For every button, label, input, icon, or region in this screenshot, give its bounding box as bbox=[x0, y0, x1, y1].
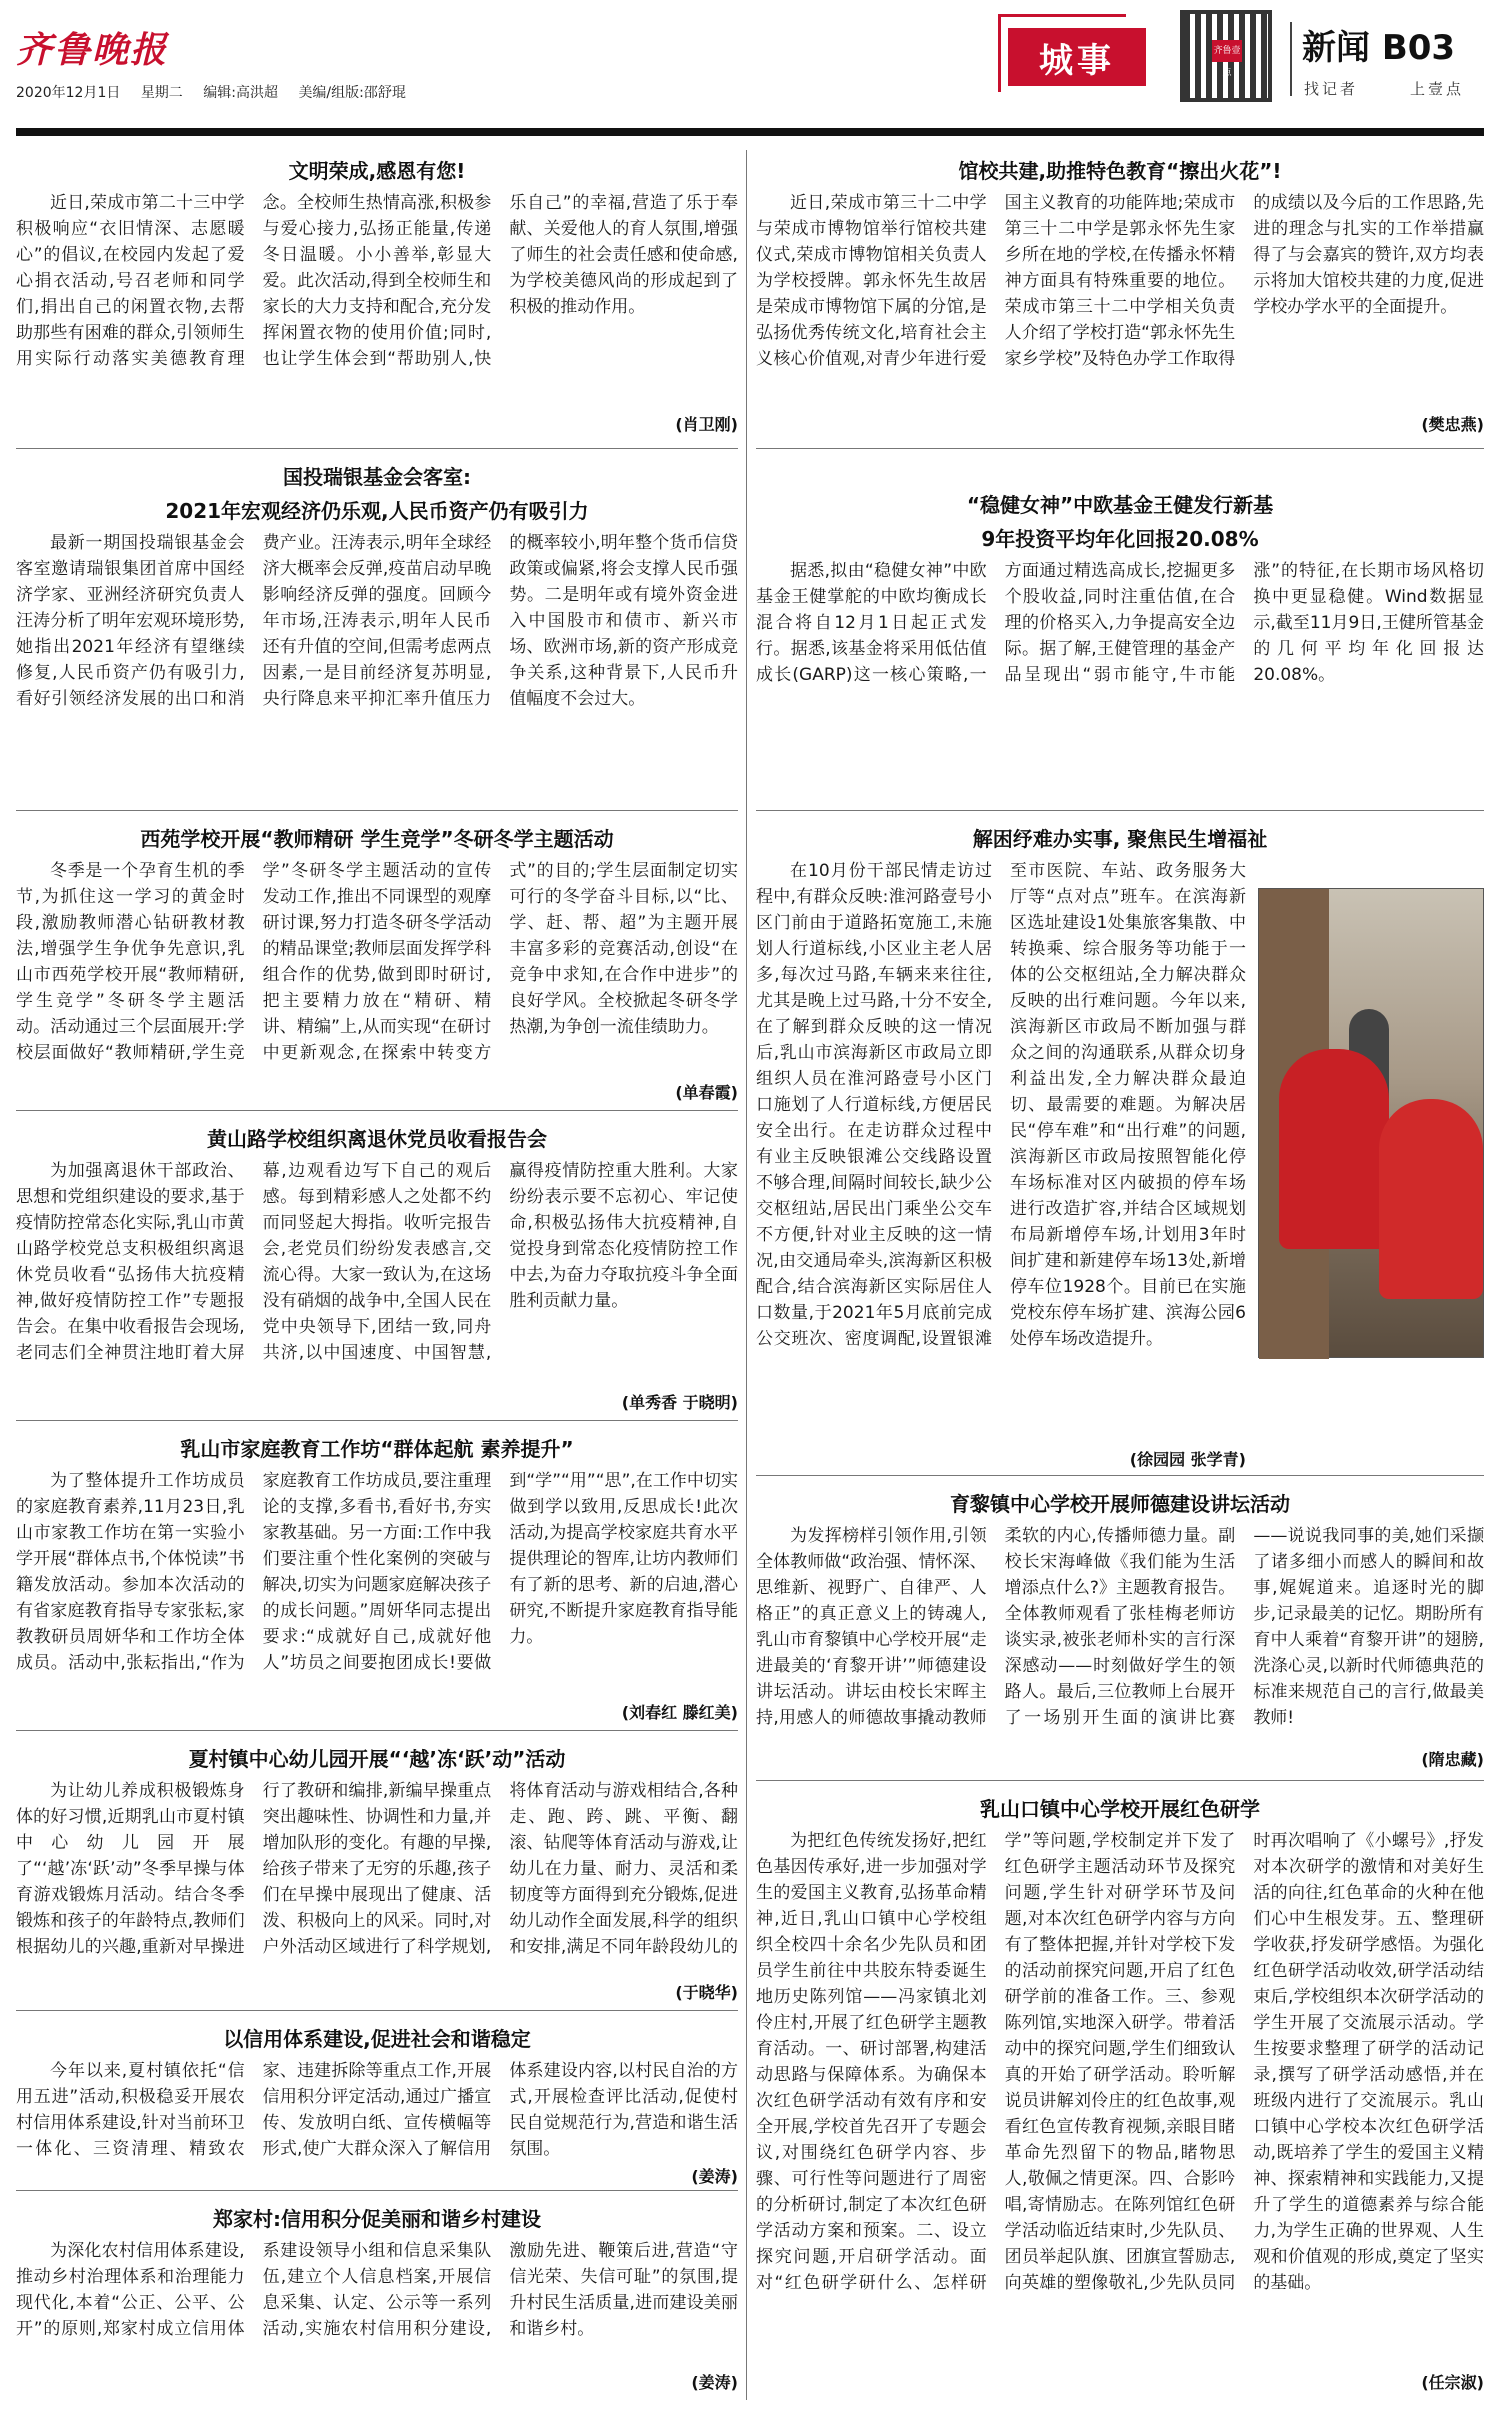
article-zhongou-fund bbox=[756, 456, 1484, 806]
article-body: 为了整体提升工作坊成员的家庭教育素养,11月23日,乳山市家教工作坊在第一实验小学开展“群体点书,个体悦读”书籍发放活动。参加本次活动的有省家庭教育指导专家张耘,家教教研员周妍华和工作坊全体成员。活动中,张耘指出,“作为家庭教育工作坊成员,要注重理论的支撑,多看书,看好书,夯实家教基础。另一方面:工作中我们要注重个性化案例的突破与解决,切实为问题家庭解决孩子的成长问题。”周妍华同志提出要求:“成就好自己,成就好他人”坊员之间要抱团成长!要做到“学”“用”“思”,在工作中切实做到学以致用,反思成长!此次活动,为提高学校家庭共育水平提供理论的智库,让坊内教师们有了新的思考、新的启迪,潜心研究,不断提升家庭教育指导能力。 bbox=[16, 1471, 738, 1673]
article-subtitle: 2021年宏观经济仍乐观,人民币资产仍有吸引力 bbox=[165, 499, 589, 523]
article-body: 近日,荣成市第二十三中学积极响应“衣旧情深、志愿暖心”的倡议,在校园内发起了爱心捐衣活动,号召老师和同学们,捐出自己的闲置衣物,去帮助那些有困难的群众,引领师生用实际行动落实美德教育理念。全校师生热情高涨,积极参与爱心接力,弘扬正能量,传递冬日温暖。小小善举,彰显大爱。此次活动,得到全校师生和家长的大力支持和配合,充分发挥闲置衣物的使用价值;同时,也让学生体会到“帮助别人,快乐自己”的幸福,营造了乐于奉献、关爱他人的育人氛围,增强了师生的社会责任感和使命感,为学校美德风尚的形成起到了积极的推动作用。 bbox=[16, 193, 738, 369]
designer-credit: 美编/组版:邵舒琨 bbox=[298, 85, 406, 101]
masthead bbox=[0, 0, 1500, 120]
photo-volunteer bbox=[1379, 1099, 1483, 1299]
article-divider bbox=[16, 2010, 738, 2011]
article-byline: (隋忠藏) bbox=[1421, 1750, 1484, 1769]
article-divider bbox=[16, 810, 738, 811]
article-zhengjia-village bbox=[16, 2198, 738, 2398]
sub-left: 找记者 bbox=[1304, 80, 1359, 98]
article-body: 冬季是一个孕育生机的季节,为抓住这一学习的黄金时段,激励教师潜心钻研教材教法,增强学生争优争先意识,乳山市西苑学校开展“教师精研,学生竞学”冬研冬学主题活动。活动通过三个层面展开:学校层面做好“教师精研,学生竞学”冬研冬学主题活动的宣传发动工作,推出不同课型的观摩研讨课,努力打造冬研冬学活动的精品课堂;教师层面发挥学科组合作的优势,做到即时研讨,把主要精力放在“精研、精讲、精编”上,从而实现“在研讨中更新观念,在探索中转变方式”的目的;学生层面制定切实可行的冬学奋斗目标,以“比、学、赶、帮、超”为主题开展丰富多彩的竞赛活动,创设“在竞争中求知,在合作中进步”的良好学风。全校掀起冬研冬学热潮,为争创一流佳绩助力。 bbox=[16, 861, 738, 1063]
article-body: 为发挥榜样引领作用,引领全体教师做“政治强、情怀深、思维新、视野广、自律严、人格正”的真正意义上的铸魂人,乳山市育黎镇中心学校开展“走进最美的‘育黎开讲’”师德建设讲坛活动。讲坛由校长宋晖主持,用感人的师德故事撬动教师柔软的内心,传播师德力量。副校长宋海峰做《我们能为生活增添点什么?》主题教育报告。全体教师观看了张桂梅老师访谈实录,被张老师朴实的言行深深感动——时刻做好学生的领路人。最后,三位教师上台展开了一场别开生面的演讲比赛——说说我同事的美,她们采撷了诸多细小而感人的瞬间和故事,娓娓道来。追逐时光的脚步,记录最美的记忆。期盼所有育中人乘着“育黎开讲”的翅膀,洗涤心灵,以新时代师德典范的标准来规范自己的言行,做最美教师! bbox=[756, 1526, 1484, 1728]
section-label-chengshi: 城事 bbox=[1008, 28, 1146, 86]
article-body: 为把红色传统发扬好,把红色基因传承好,进一步加强对学生的爱国主义教育,弘扬革命精神,近日,乳山口镇中心学校组织全校四十余名少先队员和团员学生前往中共胶东特委诞生地历史陈列馆——冯家镇北刘伶庄村,开展了红色研学主题教育活动。一、研讨部署,构建活动思路与保障体系。为确保本次红色研学活动有效有序和安全开展,学校首先召开了专题会议,对围绕红色研学内容、步骤、可行性等问题进行了周密的分析研讨,制定了本次红色研学活动方案和预案。二、设立探究问题,开启研学活动。面对“红色研学研什么、怎样研学”等问题,学校制定并下发了红色研学主题活动环节及探究问题,学生针对研学环节及问题,对本次红色研学内容与方向有了整体把握,并针对学校下发的活动前探究问题,开启了红色研学前的准备工作。三、参观陈列馆,实地深入研学。带着活动中的探究问题,学生们细致认真的开始了研学活动。聆听解说员讲解刘伶庄的红色故事,观看红色宣传教育视频,亲眼目睹革命先烈留下的物品,睹物思人,敬佩之情更深。四、合影吟唱,寄情励志。在陈列馆红色研学活动临近结束时,少先队员、团员举起队旗、团旗宣誓励志,向英雄的塑像敬礼,少先队员同时再次唱响了《小螺号》,抒发对本次研学的激情和对美好生活的向往,红色革命的火种在他们心中生根发芽。五、整理研学收获,抒发研学感悟。为强化红色研学活动收效,研学活动结束后,学校组织本次研学活动的学生开展了交流展示活动。学生按要求整理了研学的活动记录,撰写了研学活动感悟,并在班级内进行了交流展示。乳山口镇中心学校本次红色研学活动,既培养了学生的爱国主义精神、探索精神和实践能力,又提升了学生的道德素养与综合能力,为学生正确的世界观、人生观和价值观的形成,奠定了坚实的基础。 bbox=[756, 1831, 1484, 2293]
article-title: 西苑学校开展“教师精研 学生竞学”冬研冬学主题活动 bbox=[140, 827, 614, 851]
article-byline: (姜涛) bbox=[691, 2373, 738, 2392]
newspaper-logo: 齐鲁晚报 bbox=[16, 29, 169, 71]
article-title: 夏村镇中心幼儿园开展“‘越’冻‘跃’动”活动 bbox=[188, 1747, 566, 1771]
article-body: 为让幼儿养成积极锻炼身体的好习惯,近期乳山市夏村镇中心幼儿园开展了“‘越’冻‘跃’动”冬季早操与体育游戏锻炼月活动。结合冬季锻炼和孩子的年龄特点,教师们根据幼儿的兴趣,重新对早操进行了教研和编排,新编早操重点突出趣味性、协调性和力量,并增加队形的变化。有趣的早操,给孩子带来了无穷的乐趣,孩子们在早操中展现出了健康、活泼、积极向上的风采。同时,对户外活动区域进行了科学规划,将体育活动与游戏相结合,各种走、跑、跨、跳、平衡、翻滚、钻爬等体育活动与游戏,让幼儿在力量、耐力、灵活和柔韧度等方面得到充分锻炼,促进幼儿动作全面发展,科学的组织和安排,满足不同年龄段幼儿的 bbox=[16, 1781, 738, 1957]
section-name: 新闻 bbox=[1302, 28, 1370, 68]
article-title: 馆校共建,助推特色教育“擦出火花”! bbox=[958, 159, 1282, 183]
article-divider bbox=[16, 1420, 738, 1421]
photo-volunteer bbox=[1279, 1049, 1389, 1249]
article-byline: (肖卫刚) bbox=[675, 415, 738, 434]
article-yuli-teacher-ethics bbox=[756, 1483, 1484, 1775]
article-byline: (姜涛) bbox=[691, 2167, 738, 2186]
article-divider bbox=[16, 1730, 738, 1731]
article-byline: (单春霞) bbox=[675, 1083, 738, 1102]
article-byline: (于晓华) bbox=[675, 1983, 738, 2002]
article-byline: (徐园园 张学青) bbox=[1129, 1450, 1246, 1469]
article-divider bbox=[16, 2190, 738, 2191]
article-divider bbox=[16, 1110, 738, 1111]
article-ubs-sdic-fund bbox=[16, 456, 738, 806]
article-title: 郑家村:信用积分促美丽和谐乡村建设 bbox=[213, 2207, 541, 2231]
header-divider bbox=[1290, 22, 1292, 96]
article-body: 最新一期国投瑞银基金会客室邀请瑞银集团首席中国经济学家、亚洲经济研究负责人汪涛分析了明年宏观环境形势,她指出2021年经济有望继续修复,人民币资产仍有吸引力,看好引领经济发展的出口和消费产业。汪涛表示,明年全球经济大概率会反弹,疫苗启动早晚影响经济反弹的强度。回顾今年市场,汪涛表示,明年人民币还有升值的空间,但需考虑两点因素,一是目前经济复苏明显,央行降息来平抑汇率升值压力的概率较小,明年整个货币信贷政策或偏紧,将会支撑人民币强势。二是明年或有境外资金进入中国股市和债市、新兴市场、欧洲市场,新的资产形成竞争关系,这种背景下,人民币升值幅度不会过大。 bbox=[16, 533, 738, 709]
editor-credit: 编辑:高洪超 bbox=[203, 85, 278, 101]
article-divider bbox=[756, 1475, 1484, 1476]
article-huangshan-road-school bbox=[16, 1118, 738, 1416]
page-number: B03 bbox=[1381, 28, 1456, 68]
article-xiyuan-school bbox=[16, 818, 738, 1106]
issue-weekday: 星期二 bbox=[140, 85, 183, 101]
column-divider bbox=[746, 150, 747, 2400]
article-byline: (单秀香 于晓明) bbox=[621, 1393, 738, 1412]
news-photo bbox=[1258, 888, 1484, 1358]
sub-right: 上壹点 bbox=[1410, 80, 1465, 98]
article-credit-system bbox=[16, 2018, 738, 2186]
article-body: 据悉,拟由“稳健女神”中欧基金王健掌舵的中欧均衡成长混合将自12月1日起正式发行。据悉,该基金将采用低估值成长(GARP)这一核心策略,一方面通过精选高成长,挖掘更多个股收益,同时注重估值,在合理的价格买入,力争提高安全边际。据了解,王健管理的基金产品呈现出“弱市能守,牛市能涨”的特征,在长期市场风格切换中更显稳健。Wind数据显示,截至11月9日,王健所管基金的几何平均年化回报达20.08%。 bbox=[756, 561, 1484, 685]
article-title: 文明荣成,感恩有您! bbox=[288, 159, 466, 183]
article-title: 育黎镇中心学校开展师德建设讲坛活动 bbox=[950, 1492, 1290, 1516]
article-title: 黄山路学校组织离退休党员收看报告会 bbox=[207, 1127, 547, 1151]
article-title: 以信用体系建设,促进社会和谐稳定 bbox=[223, 2027, 531, 2051]
article-divider bbox=[16, 448, 738, 449]
article-rushankou-red-study bbox=[756, 1788, 1484, 2398]
qr-tag: 齐鲁壹点 bbox=[1212, 40, 1242, 62]
page-section-title bbox=[1302, 20, 1455, 69]
article-body: 在10月份干部民情走访过程中,有群众反映:淮河路壹号小区门前由于道路拓宽施工,未施划人行道标线,小区业主老人居多,每次过马路,车辆来来往往,尤其是晚上过马路,十分不安全,在了解到群众反映的这一情况后,乳山市滨海新区市政局立即组织人员在淮河路壹号小区门口施划了人行道标线,方便居民安全出行。在走访群众过程中有业主反映银滩公交线路设置不够合理,间隔时间较长,缺少公交枢纽站,居民出门乘坐公交车不方便,针对业主反映的这一情况,由交通局牵头,滨海新区积极配合,结合滨海新区实际居住人口数量,于2021年5月底前完成公交班次、密度调配,设置银滩至市医院、车站、政务服务大厅等“点对点”班车。在滨海新区选址建设1处集旅客集散、中转换乘、综合服务等功能于一体的公交枢纽站,全力解决群众反映的出行难问题。今年以来,滨海新区市政局不断加强与群众之间的沟通联系,从群众切身利益出发,全力解决群众最迫切、最需要的难题。为解决居民“停车难”和“出行难”的问题,滨海新区市政局按照智能化停车场标准对区内破损的停车场进行改造扩容,并结合区域规划布局新增停车场,计划用3年时间扩建和新建停车场13处,新增停车位1928个。目前已在实施党校东停车场扩建、滨海公园6处停车场改造提升。 bbox=[756, 861, 1246, 1349]
article-body: 为深化农村信用体系建设,推动乡村治理体系和治理能力现代化,本着“公正、公平、公开”的原则,郑家村成立信用体系建设领导小组和信息采集队伍,建立个人信息档案,开展信息采集、认定、公示等一系列活动,实施农村信用积分建设,激励先进、鞭策后进,营造“守信光荣、失信可耻”的氛围,提升村民生活质量,进而建设美丽和谐乡村。 bbox=[16, 2241, 738, 2339]
article-title: 乳山市家庭教育工作坊“群体起航 素养提升” bbox=[180, 1437, 574, 1461]
article-title: “稳健女神”中欧基金王健发行新基 bbox=[966, 493, 1274, 517]
article-title: 解困纾难办实事, 聚焦民生增福祉 bbox=[972, 827, 1268, 851]
article-family-education-workshop bbox=[16, 1428, 738, 1726]
article-divider bbox=[756, 810, 1484, 811]
header-rule bbox=[16, 128, 1484, 136]
issue-date: 2020年12月1日 bbox=[16, 85, 121, 101]
article-divider bbox=[756, 448, 1484, 449]
article-body: 近日,荣成市第三十二中学与荣成市博物馆举行馆校共建仪式,荣成市博物馆相关负责人为学校授牌。郭永怀先生故居是荣成市博物馆下属的分馆,是弘扬优秀传统文化,培育社会主义核心价值观,对青少年进行爱国主义教育的功能阵地;荣成市第三十二中学是郭永怀先生家乡所在地的学校,在传播永怀精神方面具有特殊重要的地位。荣成市第三十二中学相关负责人介绍了学校打造“郭永怀先生家乡学校”及特色办学工作取得的成绩以及今后的工作思路,先进的理念与扎实的工作举措赢得了与会嘉宾的赞许,双方均表示将加大馆校共建的力度,促进学校办学水平的全面提升。 bbox=[756, 193, 1484, 369]
article-civilized-rongcheng bbox=[16, 150, 738, 442]
article-divider bbox=[756, 1780, 1484, 1781]
article-body: 为加强离退休干部政治、思想和党组织建设的要求,基于疫情防控常态化实际,乳山市黄山路学校党总支积极组织离退休党员收看“弘扬伟大抗疫精神,做好疫情防控工作”专题报告会。在集中收看报告会现场,老同志们全神贯注地盯着大屏幕,边观看边写下自己的观后感。每到精彩感人之处都不约而同竖起大拇指。收听完报告会,老党员们纷纷发表感言,交流心得。大家一致认为,在这场没有硝烟的战争中,全国人民在党中央领导下,团结一致,同舟共济,以中国速度、中国智慧,赢得疫情防控重大胜利。大家纷纷表示要不忘初心、牢记使命,积极弘扬伟大抗疫精神,自觉投身到常态化疫情防控工作中去,为奋力夺取抗疫斗争全面胜利贡献力量。 bbox=[16, 1161, 738, 1363]
article-museum-school bbox=[756, 150, 1484, 442]
article-body: 今年以来,夏村镇依托“信用五进”活动,积极稳妥开展农村信用体系建设,针对当前环卫一体化、三资清理、精致农家、违建拆除等重点工作,开展信用积分评定活动,通过广播宣传、发放明白纸、宣传横幅等形式,使广大群众深入了解信用体系建设内容,以村民自治的方式,开展检查评比活动,促使村民自觉规范行为,营造和谐生活氛围。 bbox=[16, 2061, 738, 2159]
article-subtitle: 9年投资平均年化回报20.08% bbox=[981, 527, 1259, 551]
article-title: 乳山口镇中心学校开展红色研学 bbox=[980, 1797, 1260, 1821]
issue-meta bbox=[16, 82, 422, 102]
article-xiacun-kindergarten bbox=[16, 1738, 738, 2006]
article-byline: (任宗淑) bbox=[1421, 2373, 1484, 2392]
article-byline: (刘春红 滕红美) bbox=[621, 1703, 738, 1722]
article-title: 国投瑞银基金会客室: bbox=[283, 465, 471, 489]
article-byline: (樊忠燕) bbox=[1421, 415, 1484, 434]
